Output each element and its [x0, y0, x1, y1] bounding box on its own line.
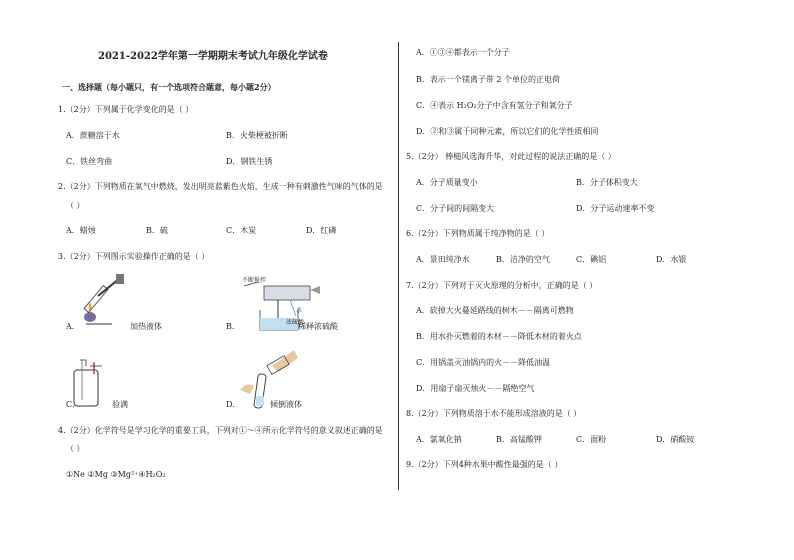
q3-option-c[interactable]: C．	[66, 400, 81, 409]
q7-option-c[interactable]: C．用锅盖灭油锅内的火－－降低油温	[416, 358, 551, 367]
q6-option-b[interactable]: B．洁净的空气	[496, 255, 550, 264]
section-heading: 一、选择题（每小题只，有一个选项符合题意，每小题2分）	[62, 82, 276, 92]
q6-option-c[interactable]: C．碘铝	[576, 255, 607, 264]
q3-label-stir: 不断搅拌	[242, 277, 267, 284]
q3-stem: 3.（2分）下列图示实验操作正确的是（ ）	[58, 252, 210, 261]
q7-option-b[interactable]: B．用水扑灭燃着的木材－－降低木材的着火点	[416, 332, 582, 341]
q6-option-d[interactable]: D．水银	[656, 255, 687, 264]
page-title: 2021-2022学年第一学期期末考试九年级化学试卷	[98, 51, 328, 62]
q7-option-d[interactable]: D．用扇子扇灭烛火－－隔绝空气	[416, 384, 535, 393]
q4-option-a[interactable]: A．①③④都表示一个分子	[416, 48, 510, 57]
q4-option-c[interactable]: C．④表示 H₂O₂分子中含有氢分子和氧分子	[416, 101, 573, 110]
q7-stem: 7.（2分）下列对于灭火原理的分析中，正确的是（ ）	[406, 281, 598, 290]
q2-option-b[interactable]: B．硫	[146, 226, 168, 235]
q5-stem: 5.（2分） 棒槌风选海升华，对此过程的说法正确的是（ ）	[406, 152, 616, 161]
q4-symbols: ①Ne ②Mg ③Mg²⁺④H₂O₂	[66, 470, 166, 479]
q5-option-c[interactable]: C．分子间的间隔变大	[416, 204, 495, 213]
column-divider	[398, 42, 399, 490]
q9-stem: 9.（2分）下列4种水果中酸性最强的是（ ）	[406, 460, 563, 469]
q1-option-c[interactable]: C．铁丝弯曲	[66, 157, 113, 166]
q3-option-a[interactable]: A．	[66, 322, 80, 331]
q6-stem: 6.（2分）下列物质属于纯净物的是（ ）	[406, 229, 550, 238]
q4-paren: （ ）	[66, 444, 85, 453]
q3-option-b[interactable]: B．	[226, 322, 240, 331]
q1-option-b[interactable]: B．火柴梗被折断	[226, 131, 288, 140]
q3-option-d[interactable]: D．	[226, 400, 241, 409]
q8-stem: 8.（2分）下列物质溶于水不能形成溶液的是（ ）	[406, 409, 582, 418]
q8-option-c[interactable]: C．面粉	[576, 435, 607, 444]
q3-label-acid: 浓硫酸	[286, 319, 305, 326]
q8-option-a[interactable]: A．氯氧化钠	[416, 435, 462, 444]
q8-option-b[interactable]: B．高锰酸钾	[496, 435, 542, 444]
q2-option-d[interactable]: D．红磷	[306, 226, 337, 235]
q3-caption-a: 加热液体	[130, 322, 162, 331]
q5-option-d[interactable]: D．分子运动速率不变	[576, 204, 655, 213]
q4-stem: 4.（2分）化学符号是学习化学的重要工具，下列对①～④所示化学符号的意义叙述正确的是	[58, 426, 383, 435]
q1-stem: 1.（2分）下列属于化学变化的是（ ）	[58, 105, 194, 114]
q3-label-water: 水	[296, 307, 303, 314]
q2-paren: （ ）	[66, 201, 85, 210]
q7-option-a[interactable]: A．砍掉大火蔓延路线的树木－－隔离可燃物	[416, 306, 574, 315]
q2-stem: 2.（2分）下列物质在氧气中燃烧，发出明亮蓝紫色火焰，生成一种有刺激性气味的气体的是	[58, 182, 383, 191]
q4-option-b[interactable]: B．表示一个镁离子带 2 个单位的正电荷	[416, 75, 561, 84]
q3-caption-b: 稀释浓硫酸	[298, 322, 338, 331]
q2-option-c[interactable]: C．木炭	[226, 226, 257, 235]
q1-option-d[interactable]: D．钢铁生锈	[226, 157, 273, 166]
q3-caption-c: 验满	[112, 400, 128, 409]
q8-option-d[interactable]: D．硝酸铵	[656, 435, 695, 444]
q2-option-a[interactable]: A．蜡烛	[66, 226, 96, 235]
q5-option-a[interactable]: A．分子质量变小	[416, 178, 478, 187]
q4-option-d[interactable]: D．②和③属于同种元素，所以它们的化学性质相同	[416, 127, 599, 136]
heating-liquid-figure	[76, 272, 136, 328]
q1-option-a[interactable]: A．蔗糖溶于水	[66, 131, 120, 140]
q6-option-a[interactable]: A．景田纯净水	[416, 255, 470, 264]
q3-caption-d: 倾倒液体	[270, 400, 302, 409]
q5-option-b[interactable]: B．分子体积变大	[576, 178, 638, 187]
